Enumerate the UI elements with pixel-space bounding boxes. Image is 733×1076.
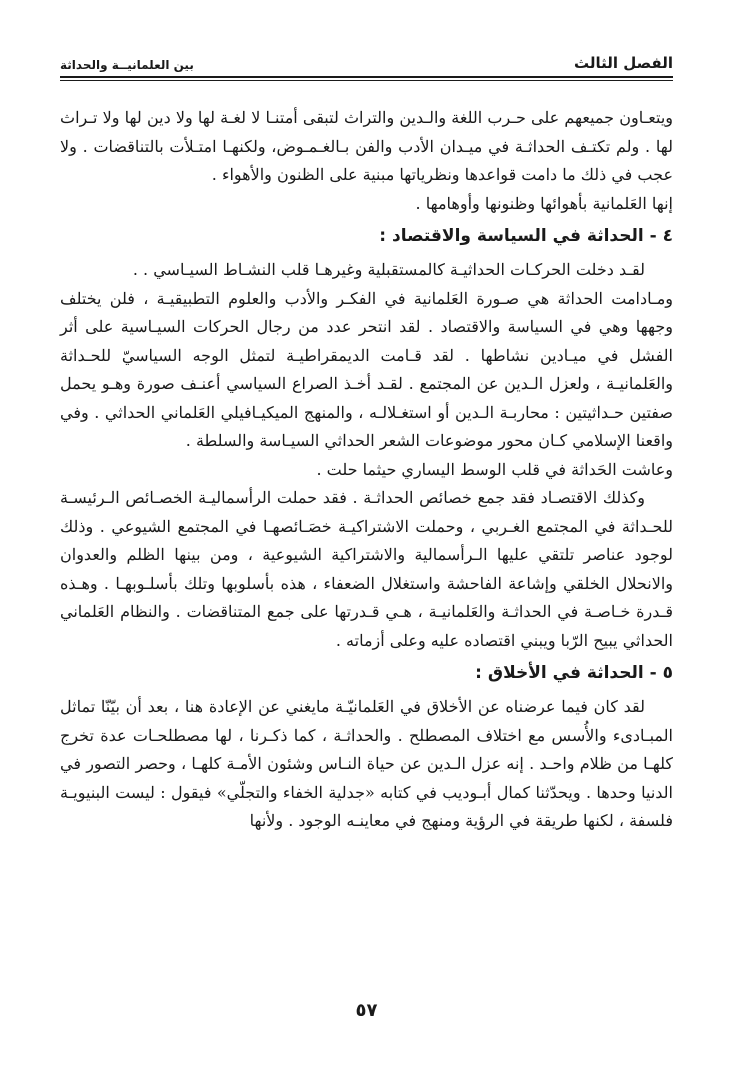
paragraph-secularism-whims: إنها العَلمانية بأهوائها وظنونها وأوهامها . [415,193,673,213]
running-header [60,42,673,72]
paragraph-ethics: لقد كان فيما عرضناه عن الأخلاق في العَلمانيّـة مايغني عن الإعادة هنا ، بعد أن بيّنّا تماثل المبـادىء والأُسس مع اختلاف المصطلح . والحداثـة ، كما ذكـرنا ، لها مصطلحـات عدة تخرج كلهـا من ظلام واحـد . إنه عزل الـدين عن حياة النـاس وشئون الأمـة كلهـا ، وحصر التصور في الدنيا وحدها . ويحدّثنا كمال أبـوديب في كتابه «جدلية الخفاء والتجلّي» فيقول : ليست البنيويـة فلسفة ، لكنها طريقة في الرؤية ومنهج في معاينـه الوجود . ولأنها [60,697,673,830]
header-rule [60,76,673,78]
paragraph-economy: وكذلك الاقتصـاد فقد جمع خصائص الحداثـة . فقد حملت الرأسماليـة الخصـائص الـرئيسـة للحـداثة في المجتمع الغـربي ، وحملت الاشتراكيـة خصَـائصهـا في المجتمع الشيوعي . وذلك لوجود عناصر تلتقي عليها الـرأسمالية والاشتراكية الشيوعية ، ومن بينها الظلم والعدوان والانحلال الخلقي وإشاعة الفاحشة واستغلال الضعفاء ، هذه بأسلوبها وتلك بأسلـوبهـا . وهـذه قـدرة خـاصـة في الحداثـة والعَلمانيـة ، هـي قـدرتها على جمع المتناقضات . والنظام العَلماني الحداثي يبيح الرّبا ويبني اقتصاده عليه وعلى أزماته . [60,488,674,650]
paragraph-politics: ومـادامت الحداثة هي صـورة العَلمانية في الفكـر والأدب والعلوم التطبيقيـة ، فلن يختلف وجهها وهي في السياسة والاقتصاد . لقد انتحر عدد من رجال الحركات السيـاسية على أثر الفشل في ميـادين نشاطها . لقد قـامت الديمقراطيـة لتمثل الوجه السياسيّ للحـداثة والعَلمانيـة ، ولعزل الـدين عن المجتمع . لقـد أخـذ الصراع السياسي أعنـف صورة وهـو يحمل صفتين حـداثيتين : محاربـة الـدين أو استغـلالـه ، والمنهج الميكيـافيلي العَلماني الحداثي . وفي واقعنا الإسلامي كـان محور موضوعات الشعر الحداثي السيـاسة والسلطة . [60,288,673,450]
section-heading-ethics: ٥ - الحداثة في الأخلاق : [475,663,673,683]
paragraph-leftist-milieu: وعاشت الحَداثة في قلب الوسط اليساري حيثما حلت . [316,459,673,479]
page-body [60,104,673,836]
header-rule-thin [60,80,673,81]
paragraph-modernity-contradictions: ويتعـاون جميعهم على حـرب اللغة والـدين والتراث لتبقى أمتنـا لا لغـة لها ولا دين لها ولا تـراث لها . ولم تكتـف الحداثـة في ميـدان الأدب والفن بـالغـمـوض، ولكنهـا امتـلأت بالتناقضات . ولا عجب في ذلك ما دامت قواعدها ونظرياتها مبنية على الظنون والأهواء . [60,108,673,184]
page-number: ٥٧ [355,1000,378,1021]
book-title: بين العلمانيــة والحداثة [60,58,194,72]
section-heading-politics-economy: ٤ - الحداثة في السياسة والاقتصاد : [379,226,673,246]
chapter-title: الفصل الثالث [573,54,673,72]
paragraph-political-movements: لقـد دخلت الحركـات الحداثيـة كالمستقبلية وغيرهـا قلب النشـاط السيـاسي . . [132,260,645,279]
